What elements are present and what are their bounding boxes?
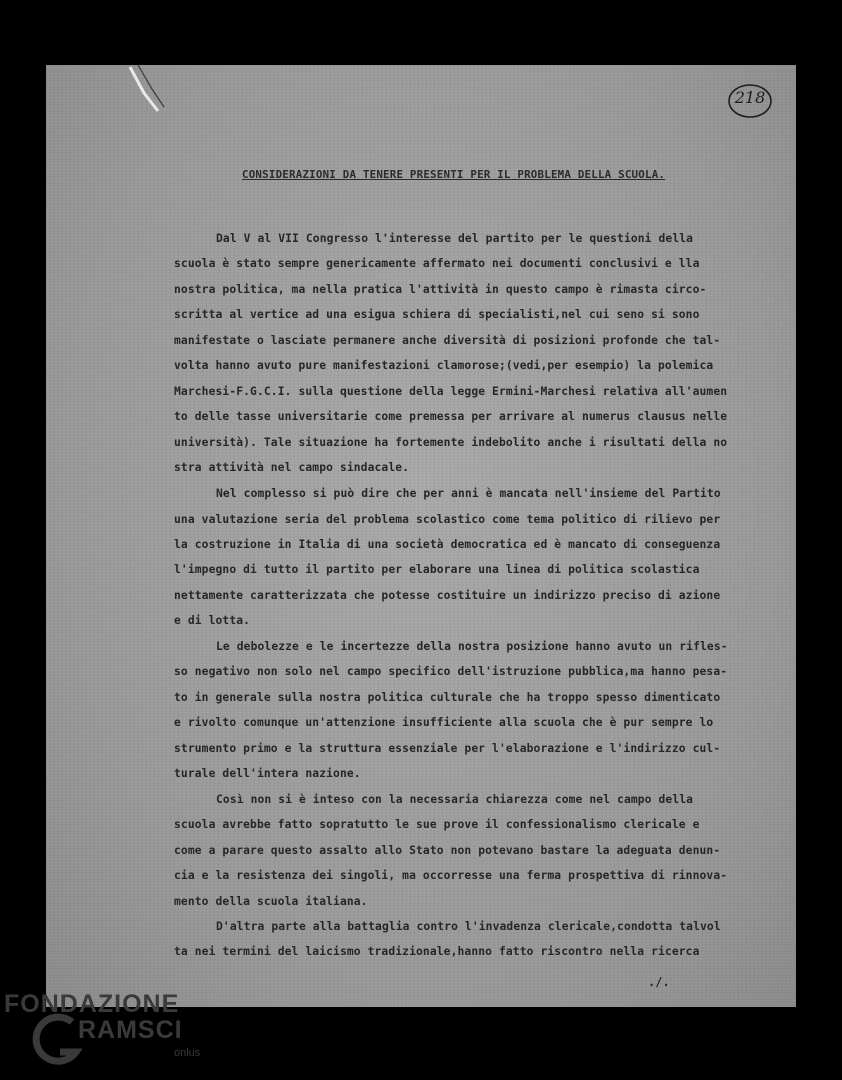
paper-tear-mark <box>124 65 168 115</box>
text-line: scuola avrebbe fatto sopratutto le sue prove il confessionalismo clericale e <box>174 818 700 831</box>
text-line: turale dell'intera nazione. <box>174 767 361 780</box>
text-line: nostra politica, ma nella pratica l'attività in questo campo è rimasta circo- <box>174 283 707 296</box>
text-line: to in generale sulla nostra politica culturale che ha troppo spesso dimenticato <box>174 691 721 704</box>
continuation-mark: ./. <box>648 975 670 989</box>
text-line: volta hanno avuto pure manifestazioni clamorose;(vedi,per esempio) la polemica <box>174 359 714 372</box>
folio-number: 218 <box>734 88 766 107</box>
document-title: CONSIDERAZIONI DA TENERE PRESENTI PER IL PROBLEMA DELLA SCUOLA. <box>242 168 666 181</box>
text-line: nettamente caratterizzata che potesse costituire un indirizzo preciso di azione <box>174 589 721 602</box>
watermark-sub: onlus <box>174 1047 201 1059</box>
text-line: Dal V al VII Congresso l'interesse del partito per le questioni della <box>216 232 694 245</box>
text-line: Nel complesso si può dire che per anni è mancata nell'insieme del Partito <box>216 487 721 500</box>
text-line: cia e la resistenza dei singoli, ma occorresse una ferma prospettiva di rinnova- <box>174 869 728 882</box>
text-line: università). Tale situazione ha fortemente indebolito anche i risultati della no <box>174 436 728 449</box>
text-line: come a parare questo assalto allo Stato non potevano bastare la adeguata denun- <box>174 844 721 857</box>
watermark-line1: FONDAZIONE <box>4 990 180 1018</box>
text-line: e rivolto comunque un'attenzione insufficiente alla scuola che è pur sempre lo <box>174 716 714 729</box>
text-line: la costruzione in Italia di una società democratica ed è mancato di conseguenza <box>174 538 721 551</box>
document-page <box>46 65 796 1007</box>
text-line: una valutazione seria del problema scolastico come tema politico di rilievo per <box>174 513 721 526</box>
text-line: Marchesi-F.G.C.I. sulla questione della legge Ermini-Marchesi relativa all'aumen <box>174 385 728 398</box>
text-line: ta nei termini del laicismo tradizionale,hanno fatto riscontro nella ricerca <box>174 945 700 958</box>
text-line: e di lotta. <box>174 614 251 627</box>
text-line: scritta al vertice ad una esigua schiera di specialisti,nel cui seno si sono <box>174 308 700 321</box>
text-line: scuola è stato sempre genericamente affermato nei documenti conclusivi e lla <box>174 257 700 270</box>
logo-g-mark <box>32 1012 82 1072</box>
text-line: Le debolezze e le incertezze della nostra posizione hanno avuto un rifles- <box>216 640 728 653</box>
text-line: l'impegno di tutto il partito per elaborare una linea di politica scolastica <box>174 563 700 576</box>
text-line: stra attività nel campo sindacale. <box>174 461 410 474</box>
text-line: D'altra parte alla battaglia contro l'invadenza clericale,condotta talvol <box>216 920 721 933</box>
text-line: to delle tasse universitarie come premessa per arrivare al numerus clausus nelle <box>174 410 728 423</box>
text-line: manifestate o lasciate permanere anche diversità di posizioni profonde che tal- <box>174 334 721 347</box>
text-line: mento della scuola italiana. <box>174 895 368 908</box>
text-line: Così non si è inteso con la necessaria chiarezza come nel campo della <box>216 793 694 806</box>
text-line: so negativo non solo nel campo specifico dell'istruzione pubblica,ma hanno pesa- <box>174 665 728 678</box>
text-line: strumento primo e la struttura essenziale per l'elaborazione e l'indirizzo cul- <box>174 742 721 755</box>
watermark-line2: RAMSCI <box>78 1016 183 1044</box>
